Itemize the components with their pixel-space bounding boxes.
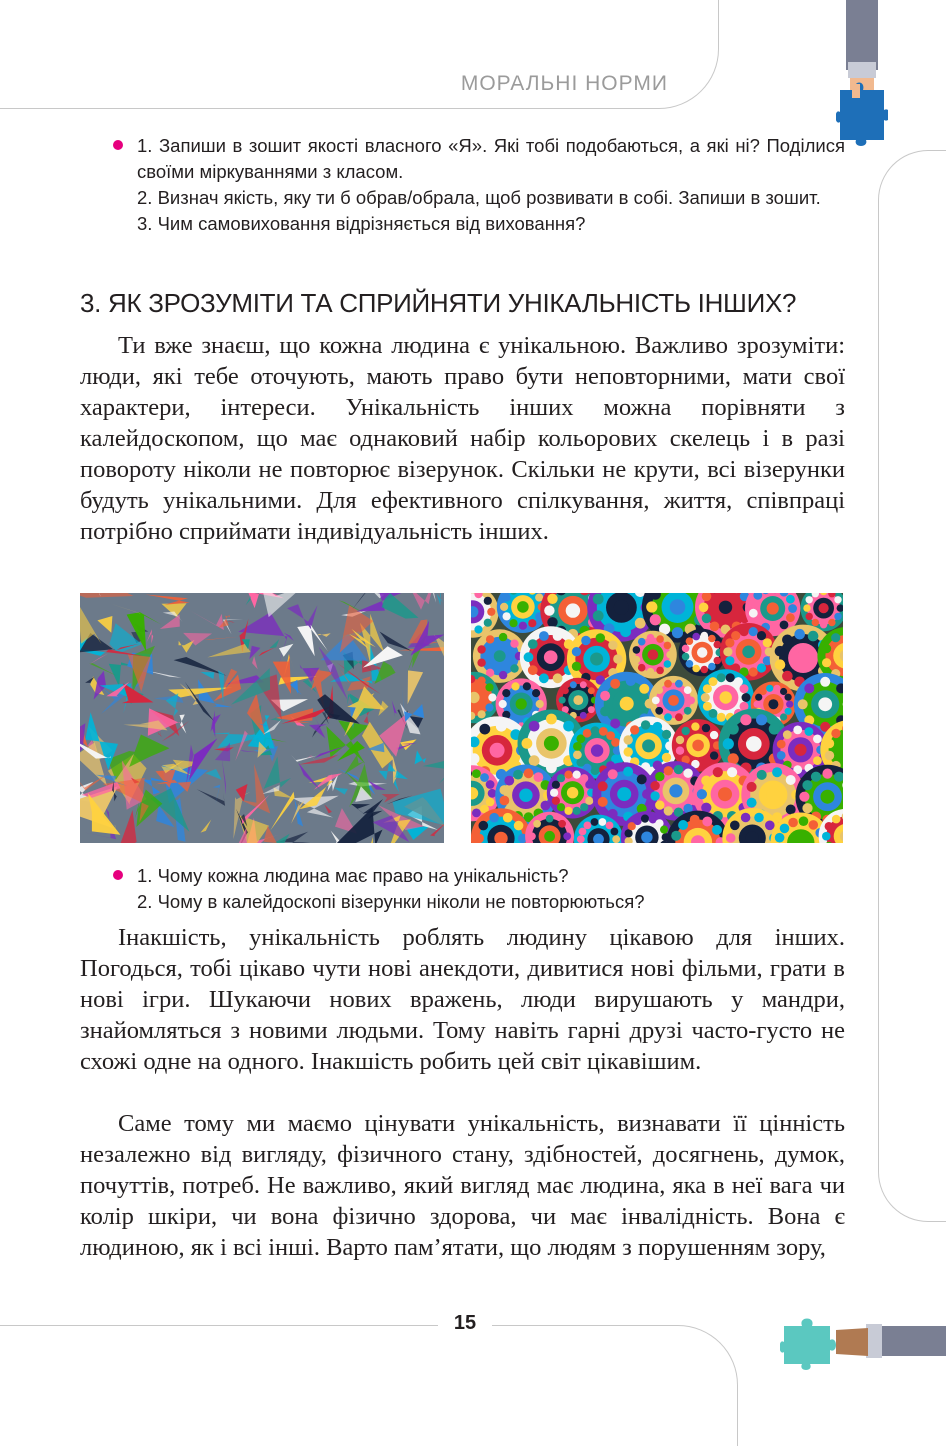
task-item: 3. Чим самовиховання відрізняється від виховання?: [113, 211, 845, 237]
task-item: 2. Визнач якість, яку ти б обрав/обрала, щоб розвивати в собі. Запиши в зошит.: [113, 185, 845, 211]
page-number: 15: [438, 1312, 492, 1335]
paragraph: Саме тому ми маємо цінувати унікальність, визнавати її цінність незалежно від вигляду, фізичного стану, здібностей, досягнень, думок, почуттів, потреб. Не важливо, який вигляд має людина, яка в неї вага чи колір шкіри, чи вона фізично здорова, чи має інвалідність. Вона є людиною, як і всі інші. Варто пам’ятати, що людям з порушенням зору,: [80, 1108, 845, 1263]
hand-puzzle-icon: [836, 0, 888, 150]
bullet-icon: [113, 140, 123, 150]
bottom-frame-curve: [492, 1325, 738, 1446]
colored-glass-image: [80, 593, 444, 843]
kaleidoscope-mandalas-icon: [471, 593, 843, 843]
bottom-frame-line: [0, 1325, 438, 1326]
bullet-icon: [113, 870, 123, 880]
paragraph: Ти вже знаєш, що кожна людина є унікальною. Важливо зрозуміти: люди, які тебе оточують, мають право бути неповторними, мати свої характери, інтереси. Унікальність інших можна порівняти з калейдоскопом, що має однаковий набір кольорових скелець і в разі повороту ніколи не повторює візерунок. Скільки не крути, всі візерунки будуть унікальними. Для ефективного спілкування, життя, співпраці потрібно сприймати індивідуальність інших.: [80, 330, 845, 547]
task-item: 1. Запиши в зошит якості власного «Я». Які тобі подобаються, а які ні? Поділися своїми міркуваннями з класом.: [113, 133, 845, 185]
task-block-1: [113, 133, 845, 237]
paragraph: Інакшість, унікальність роблять людину цікавою для інших. Погодься, тобі цікаво чути нові анекдоти, дивитися нові фільми, грати в нові ігри. Шукаючи нових вражень, люди вирушають у мандри, знайомляться з новими людьми. Тому навіть гарні друзі часто-густо не схожі одне на одного. Інакшість робить цей світ цікавішим.: [80, 922, 845, 1077]
right-frame-line: [878, 150, 946, 1222]
task-item: 2. Чому в калейдоскопі візерунки ніколи не повторюються?: [113, 889, 845, 915]
colored-glass-pieces-icon: [80, 593, 444, 843]
section-title: 3. ЯК ЗРОЗУМІТИ ТА СПРИЙНЯТИ УНІКАЛЬНІСТЬ ІНШИХ?: [80, 288, 845, 319]
task-item: 1. Чому кожна людина має право на унікальність?: [113, 863, 845, 889]
running-header: МОРАЛЬНІ НОРМИ: [461, 72, 668, 96]
task-block-2: [113, 863, 845, 915]
kaleidoscope-mandala-image: [471, 593, 843, 843]
hand-puzzle-icon: [780, 1312, 946, 1372]
